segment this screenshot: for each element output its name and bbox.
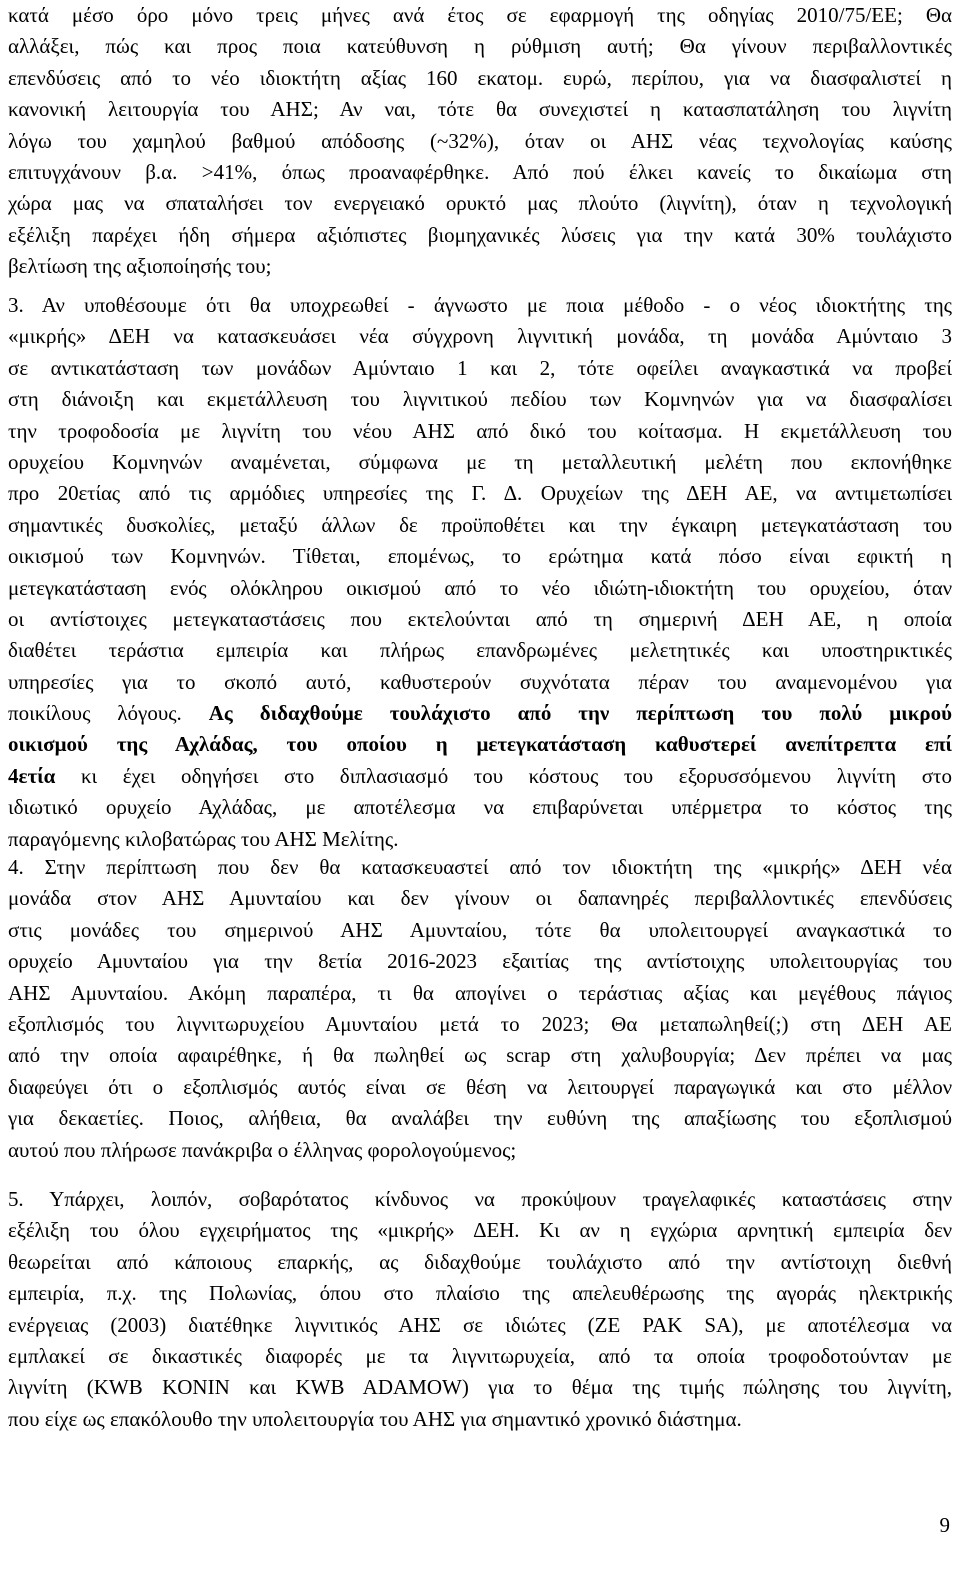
text-line: κανονική λειτουργία του ΑΗΣ; Αν ναι, τότε θα συνεχιστεί η κατασπατάληση του λιγνίτη xyxy=(8,97,952,122)
text-line: για δεκαετίες. Ποιος, αλήθεια, θα αναλάβει την ευθύνη της απαξίωσης του εξοπλισμού xyxy=(8,1106,952,1131)
text-line: ορυχείου Κομνηνών αναμένεται, σύμφωνα με τη μεταλλευτική μελέτη που εκπονήθηκε xyxy=(8,449,952,474)
text-line: χώρα μας να σπαταλήσει τον ενεργειακό ορυκτό μας πλούτο (λιγνίτη), όταν η τεχνολογική xyxy=(8,191,952,216)
bold-text-line: οικισμού της Αχλάδας, του οποίου η μετεγκατάσταση καθυστερεί ανεπίτρεπτα επί xyxy=(8,732,952,757)
text-line: «μικρής» ΔΕΗ να κατασκευάσει νέα σύγχρονη λιγνιτική μονάδα, τη μονάδα Αμύνταιο 3 xyxy=(8,324,952,349)
text-line: λιγνίτη (KWB KONIN και KWB ADAMOW) για το θέμα της τιμής πώλησης του λιγνίτη, xyxy=(8,1375,952,1400)
text-line: επενδύσεις από το νέο ιδιοκτήτη αξίας 160 εκατομ. ευρώ, περίπου, για να διασφαλιστεί η xyxy=(8,65,952,90)
text-line: παραγόμενης κιλοβατώρας του ΑΗΣ Μελίτης. xyxy=(8,826,399,851)
paragraph-continuation xyxy=(8,0,952,283)
paragraph-point-3 xyxy=(8,290,952,855)
text-line: σε αντικατάσταση των μονάδων Αμύνταιο 1 και 2, τότε οφείλει αναγκαστικά να προβεί xyxy=(8,355,952,380)
text-segment: ποικίλους λόγους. xyxy=(8,701,209,726)
text-line: ενέργειας (2003) διατέθηκε λιγνιτικός ΑΗΣ σε ιδιώτες (ZE PAK SA), με αποτέλεσμα να xyxy=(8,1312,952,1337)
text-line: από την οποία αφαιρέθηκε, ή θα πωληθεί ως scrap στη χαλυβουργία; Δεν πρέπει να μας xyxy=(8,1043,952,1068)
text-line: λόγω του χαμηλού βαθμού απόδοσης (~32%), όταν οι ΑΗΣ νέας τεχνολογίας καύσης xyxy=(8,128,952,153)
text-line: που είχε ως επακόλουθο την υπολειτουργία του ΑΗΣ για σημαντικό χρονικό διάστημα. xyxy=(8,1406,742,1431)
text-line: αλλάξει, πώς και προς ποια κατεύθυνση η ρύθμιση αυτή; Θα γίνουν περιβαλλοντικές xyxy=(8,34,952,59)
text-line: την τροφοδοσία με λιγνίτη του νέου ΑΗΣ από δικό του κοίτασμα. Η εκμετάλλευση του xyxy=(8,418,952,443)
text-line: ιδιωτικό ορυχείο Αχλάδας, με αποτέλεσμα να επιβαρύνεται υπέρμετρα το κόστος της xyxy=(8,795,952,820)
text-line: εξέλιξη παρέχει ήδη σήμερα αξιόπιστες βιομηχανικές λύσεις για την κατά 30% τουλάχιστο xyxy=(8,222,952,247)
text-line: προ 20ετίας από τις αρμόδιες υπηρεσίες της Γ. Δ. Ορυχείων της ΔΕΗ ΑΕ, να αντιμετωπίσει xyxy=(8,481,952,506)
text-line: υπηρεσίες για το σκοπό αυτό, καθυστερούν συχνότατα πέραν του αναμενομένου για xyxy=(8,669,952,694)
text-line: διαφεύγει ότι ο εξοπλισμός αυτός είναι σε θέση να λειτουργεί παραγωγικά και στο μέλλον xyxy=(8,1074,952,1099)
text-line: εξοπλισμός του λιγνιτωρυχείου Αμυνταίου μετά το 2023; Θα μεταπωληθεί(;) στη ΔΕΗ ΑΕ xyxy=(8,1011,952,1036)
text-line: μετεγκατάσταση ενός ολόκληρου οικισμού από το νέο ιδιώτη-ιδιοκτήτη του ορυχείου, όταν xyxy=(8,575,952,600)
text-line: κατά μέσο όρο μόνο τρεις μήνες ανά έτος σε εφαρμογή της οδηγίας 2010/75/ΕΕ; Θα xyxy=(8,3,952,27)
text-line: 5. Υπάρχει, λοιπόν, σοβαρότατος κίνδυνος να προκύψουν τραγελαφικές καταστάσεις στην xyxy=(8,1187,952,1211)
text-line: επιτυγχάνουν β.α. >41%, όπως προαναφέρθηκε. Από πού έλκει κανείς το δικαίωμα στη xyxy=(8,159,952,184)
text-line: αυτού που πλήρωσε πανάκριβα ο έλληνας φορολογούμενος; xyxy=(8,1137,517,1162)
paragraph-point-5 xyxy=(8,1184,952,1435)
text-line: στη διάνοιξη και εκμετάλλευση του λιγνιτικού πεδίου των Κομνηνών για να διασφαλίσει xyxy=(8,387,952,412)
text-line: στις μονάδες του σημερινού ΑΗΣ Αμυνταίου, τότε θα υπολειτουργεί αναγκαστικά το xyxy=(8,917,952,942)
text-line: 3. Αν υποθέσουμε ότι θα υποχρεωθεί - άγνωστο με ποια μέθοδο - ο νέος ιδιοκτήτης της xyxy=(8,293,952,317)
text-line: οι αντίστοιχες μετεγκαταστάσεις που εκτελούνται από τη σημερινή ΔΕΗ ΑΕ, η οποία xyxy=(8,606,952,631)
text-line: ΑΗΣ Αμυνταίου. Ακόμη παραπέρα, τι θα απογίνει ο τεράστιας αξίας και μεγέθους πάγιος xyxy=(8,980,952,1005)
text-line-mixed xyxy=(8,698,952,729)
text-line: εξέλιξη του όλου εγχειρήματος της «μικρής» ΔΕΗ. Κι αν η εγχώρια αρνητική εμπειρία δεν xyxy=(8,1218,952,1243)
text-line: θεωρείται από κάποιους επαρκής, ας διδαχθούμε τουλάχιστο από την αντίστοιχη διεθνή xyxy=(8,1249,952,1274)
text-segment: κι έχει οδηγήσει στο διπλασιασμό του κόστους του εξορυσσόμενου λιγνίτη στο xyxy=(55,763,952,788)
text-line: ορυχείο Αμυνταίου για την 8ετία 2016-2023 εξαιτίας της αντίστοιχης υπολειτουργίας του xyxy=(8,949,952,974)
text-line: διαθέτει τεράστια εμπειρία και πλήρως επανδρωμένες μελετητικές και υποστηρικτικές xyxy=(8,638,952,663)
bold-text-segment: Ας διδαχθούμε τουλάχιστο από την περίπτωση του πολύ μικρού xyxy=(208,701,952,726)
text-line: εμπλακεί σε δικαστικές διαφορές με τα λιγνιτωρυχεία, από τα οποία τροφοδοτούνταν με xyxy=(8,1343,952,1368)
text-line: σημαντικές δυσκολίες, μεταξύ άλλων δε προϋποθέτει και την έγκαιρη μετεγκατάσταση του xyxy=(8,512,952,537)
page-number: 9 xyxy=(939,1513,950,1537)
text-line: βελτίωση της αξιοποίησής του; xyxy=(8,254,272,279)
bold-text-segment: 4ετία xyxy=(8,763,56,788)
text-line: μονάδα στον ΑΗΣ Αμυνταίου και δεν γίνουν οι δαπανηρές περιβαλλοντικές επενδύσεις xyxy=(8,886,952,911)
text-line: εμπειρία, π.χ. της Πολωνίας, όπου στο πλαίσιο της απελευθέρωσης της αγοράς ηλεκτρικής xyxy=(8,1281,952,1306)
text-line-mixed xyxy=(8,761,952,792)
text-line: 4. Στην περίπτωση που δεν θα κατασκευαστεί από τον ιδιοκτήτη της «μικρής» ΔΕΗ νέα xyxy=(8,855,952,879)
paragraph-point-4 xyxy=(8,852,952,1166)
text-line: οικισμού των Κομνηνών. Τίθεται, επομένως, το ερώτημα κατά πόσο είναι εφικτή η xyxy=(8,544,952,569)
